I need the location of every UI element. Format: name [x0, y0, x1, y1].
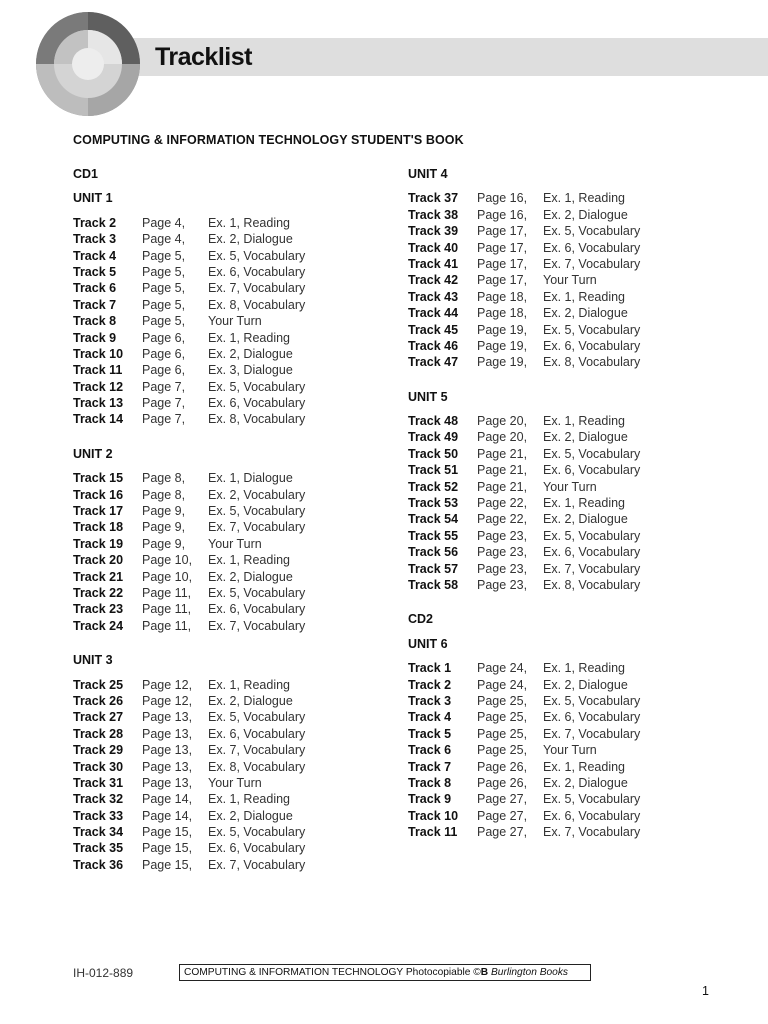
track-page: Page 5, [142, 297, 186, 312]
track-row [408, 693, 728, 709]
track-number: Track 4 [73, 248, 117, 263]
track-number: Track 13 [73, 396, 124, 411]
track-exercise: Ex. 5, Vocabulary [543, 446, 641, 461]
track-exercise: Ex. 6, Vocabulary [543, 808, 641, 823]
track-row [73, 709, 393, 725]
track-page: Page 14, [142, 792, 193, 807]
track-row [408, 207, 728, 223]
track-row [408, 544, 728, 560]
track-exercise: Ex. 2, Dialogue [208, 346, 293, 361]
track-number: Track 52 [408, 479, 459, 494]
track-page: Page 22, [477, 496, 528, 511]
track-exercise: Ex. 6, Vocabulary [208, 602, 306, 617]
track-exercise: Ex. 2, Dialogue [543, 512, 628, 527]
track-number: Track 14 [73, 412, 124, 427]
track-number: Track 44 [408, 306, 459, 321]
book-title: COMPUTING & INFORMATION TECHNOLOGY STUDENT'S BOOK [73, 133, 464, 147]
track-page: Page 5, [142, 264, 186, 279]
track-page: Page 23, [477, 528, 528, 543]
track-exercise: Your Turn [208, 536, 262, 551]
track-number: Track 19 [73, 536, 124, 551]
track-row [408, 759, 728, 775]
track-exercise: Your Turn [543, 479, 597, 494]
track-number: Track 40 [408, 240, 459, 255]
track-number: Track 46 [408, 338, 459, 353]
track-page: Page 19, [477, 338, 528, 353]
track-row [408, 511, 728, 527]
track-page: Page 17, [477, 273, 528, 288]
track-row [73, 330, 393, 346]
track-page: Page 9, [142, 536, 186, 551]
segmented-disc-logo-icon [36, 12, 140, 116]
track-row [73, 470, 393, 486]
track-page: Page 11, [142, 618, 192, 633]
track-number: Track 2 [73, 215, 117, 230]
unit-heading: UNIT 4 [408, 167, 448, 181]
track-number: Track 58 [408, 577, 459, 592]
track-exercise: Your Turn [208, 314, 262, 329]
track-row [408, 561, 728, 577]
track-page: Page 25, [477, 743, 528, 758]
track-exercise: Ex. 7, Vocabulary [543, 726, 641, 741]
track-number: Track 34 [73, 825, 124, 840]
track-number: Track 54 [408, 512, 459, 527]
track-exercise: Ex. 8, Vocabulary [208, 412, 306, 427]
track-page: Page 7, [142, 396, 186, 411]
track-page: Page 21, [477, 479, 528, 494]
track-number: Track 27 [73, 710, 124, 725]
unit-heading: UNIT 5 [408, 389, 448, 404]
track-page: Page 19, [477, 355, 528, 370]
track-row [73, 411, 393, 427]
track-number: Track 55 [408, 528, 459, 543]
track-page: Page 9, [142, 520, 186, 535]
track-number: Track 8 [408, 775, 452, 790]
track-number: Track 29 [73, 743, 124, 758]
track-row [73, 379, 393, 395]
track-page: Page 4, [142, 232, 186, 247]
track-number: Track 50 [408, 446, 459, 461]
track-exercise: Ex. 8, Vocabulary [208, 297, 306, 312]
footer-box-text: COMPUTING & INFORMATION TECHNOLOGY Photocopiable © [184, 967, 481, 978]
track-exercise: Ex. 5, Vocabulary [543, 528, 641, 543]
track-row [73, 569, 393, 585]
track-row [73, 248, 393, 264]
track-page: Page 23, [477, 577, 528, 592]
track-row [73, 808, 393, 824]
track-page: Page 9, [142, 504, 186, 519]
track-page: Page 15, [142, 825, 193, 840]
track-exercise: Ex. 5, Vocabulary [543, 792, 641, 807]
track-number: Track 22 [73, 585, 124, 600]
track-row [73, 264, 393, 280]
track-row [73, 742, 393, 758]
track-page: Page 15, [142, 841, 193, 856]
track-exercise: Ex. 7, Vocabulary [543, 256, 641, 271]
track-row [408, 305, 728, 321]
track-exercise: Ex. 1, Reading [208, 215, 290, 230]
track-page: Page 15, [142, 857, 193, 872]
track-number: Track 17 [73, 504, 124, 519]
track-exercise: Ex. 2, Dialogue [543, 430, 628, 445]
track-number: Track 5 [73, 264, 117, 279]
track-exercise: Ex. 7, Vocabulary [543, 825, 641, 840]
track-exercise: Ex. 1, Dialogue [208, 471, 293, 486]
track-page: Page 4, [142, 215, 186, 230]
track-number: Track 36 [73, 857, 124, 872]
track-number: Track 7 [408, 759, 452, 774]
track-row [73, 231, 393, 247]
track-number: Track 11 [408, 825, 458, 840]
track-exercise: Ex. 3, Dialogue [208, 363, 293, 378]
track-page: Page 27, [477, 808, 528, 823]
track-row [408, 479, 728, 495]
track-row [408, 726, 728, 742]
track-number: Track 9 [73, 330, 117, 345]
track-exercise: Your Turn [543, 743, 597, 758]
track-row [73, 395, 393, 411]
track-page: Page 20, [477, 430, 528, 445]
track-number: Track 41 [408, 256, 459, 271]
track-number: Track 21 [73, 569, 124, 584]
footer-code: IH-012-889 [73, 966, 134, 980]
track-row [73, 857, 393, 873]
track-row [408, 495, 728, 511]
track-number: Track 26 [73, 693, 124, 708]
track-number: Track 45 [408, 322, 459, 337]
cd-heading: CD2 [408, 612, 434, 627]
track-exercise: Ex. 5, Vocabulary [208, 504, 306, 519]
track-page: Page 16, [477, 207, 528, 222]
track-page: Page 25, [477, 693, 528, 708]
track-exercise: Ex. 5, Vocabulary [208, 825, 306, 840]
track-exercise: Ex. 6, Vocabulary [543, 710, 641, 725]
track-row [73, 280, 393, 296]
track-number: Track 6 [408, 743, 452, 758]
track-row [73, 677, 393, 693]
track-number: Track 7 [73, 297, 117, 312]
tracklist-left-column [73, 166, 393, 873]
track-row [408, 824, 728, 840]
track-row [408, 429, 728, 445]
track-exercise: Ex. 2, Vocabulary [208, 487, 306, 502]
track-number: Track 20 [73, 553, 124, 568]
track-row [73, 840, 393, 856]
footer-publisher: Burlington Books [491, 967, 569, 978]
track-row [73, 775, 393, 791]
track-exercise: Ex. 6, Vocabulary [208, 726, 306, 741]
tracklist-right-column [408, 166, 728, 840]
track-exercise: Ex. 2, Dialogue [543, 775, 628, 790]
track-row [408, 322, 728, 338]
unit-heading: UNIT 6 [408, 636, 448, 651]
track-row [73, 362, 393, 378]
track-page: Page 14, [142, 808, 193, 823]
track-exercise: Ex. 1, Reading [543, 191, 625, 206]
track-page: Page 8, [142, 471, 186, 486]
track-exercise: Ex. 8, Vocabulary [208, 759, 306, 774]
track-exercise: Ex. 2, Dialogue [208, 693, 293, 708]
track-row [408, 660, 728, 676]
track-number: Track 38 [408, 207, 459, 222]
track-row [408, 808, 728, 824]
track-page: Page 11, [142, 602, 192, 617]
track-exercise: Ex. 6, Vocabulary [208, 396, 306, 411]
unit-heading: UNIT 3 [73, 653, 113, 668]
track-number: Track 57 [408, 561, 459, 576]
track-exercise: Ex. 1, Reading [543, 759, 625, 774]
track-page: Page 22, [477, 512, 528, 527]
track-row [408, 256, 728, 272]
track-exercise: Ex. 5, Vocabulary [208, 379, 306, 394]
track-page: Page 6, [142, 346, 186, 361]
track-number: Track 18 [73, 520, 124, 535]
track-row [73, 693, 393, 709]
track-number: Track 39 [408, 224, 459, 239]
track-exercise: Ex. 5, Vocabulary [208, 248, 306, 263]
track-number: Track 51 [408, 463, 459, 478]
track-number: Track 8 [73, 314, 117, 329]
track-exercise: Ex. 5, Vocabulary [543, 322, 641, 337]
track-row [73, 824, 393, 840]
track-exercise: Ex. 1, Reading [208, 330, 290, 345]
track-exercise: Ex. 1, Reading [543, 414, 625, 429]
track-row [73, 346, 393, 362]
track-row [408, 223, 728, 239]
track-page: Page 7, [142, 412, 186, 427]
track-exercise: Ex. 7, Vocabulary [208, 857, 306, 872]
track-page: Page 8, [142, 487, 186, 502]
track-number: Track 16 [73, 487, 124, 502]
track-page: Page 13, [142, 710, 193, 725]
track-page: Page 12, [142, 677, 193, 692]
track-row [408, 677, 728, 693]
track-exercise: Ex. 2, Dialogue [208, 569, 293, 584]
track-page: Page 23, [477, 545, 528, 560]
track-row [73, 726, 393, 742]
track-page: Page 13, [142, 743, 193, 758]
track-row [408, 240, 728, 256]
track-page: Page 21, [477, 446, 528, 461]
track-page: Page 11, [142, 585, 192, 600]
track-exercise: Ex. 5, Vocabulary [543, 224, 641, 239]
track-exercise: Ex. 1, Reading [543, 496, 625, 511]
track-page: Page 19, [477, 322, 528, 337]
footer-copyright-box [179, 964, 591, 981]
track-number: Track 48 [408, 414, 459, 429]
track-exercise: Ex. 1, Reading [543, 289, 625, 304]
track-number: Track 5 [408, 726, 452, 741]
track-page: Page 17, [477, 240, 528, 255]
track-page: Page 10, [142, 553, 193, 568]
cd-heading: CD1 [73, 167, 99, 181]
track-number: Track 32 [73, 792, 124, 807]
track-number: Track 10 [408, 808, 459, 823]
track-number: Track 49 [408, 430, 459, 445]
track-exercise: Ex. 5, Vocabulary [208, 585, 306, 600]
track-number: Track 31 [73, 775, 124, 790]
track-exercise: Ex. 6, Vocabulary [543, 338, 641, 353]
track-row [73, 759, 393, 775]
track-page: Page 21, [477, 463, 528, 478]
track-page: Page 24, [477, 677, 528, 692]
track-page: Page 12, [142, 693, 193, 708]
track-number: Track 33 [73, 808, 124, 823]
track-page: Page 17, [477, 224, 528, 239]
track-number: Track 3 [73, 232, 117, 247]
track-row [73, 791, 393, 807]
track-page: Page 5, [142, 314, 186, 329]
track-page: Page 24, [477, 661, 528, 676]
track-row [73, 552, 393, 568]
track-row [408, 775, 728, 791]
track-number: Track 56 [408, 545, 459, 560]
track-row [73, 487, 393, 503]
track-row [73, 585, 393, 601]
track-exercise: Ex. 2, Dialogue [208, 232, 293, 247]
track-page: Page 18, [477, 306, 528, 321]
track-number: Track 43 [408, 289, 459, 304]
track-exercise: Ex. 1, Reading [208, 792, 290, 807]
track-exercise: Ex. 6, Vocabulary [543, 240, 641, 255]
track-row [408, 528, 728, 544]
track-number: Track 3 [408, 693, 452, 708]
track-exercise: Ex. 7, Vocabulary [543, 561, 641, 576]
track-row [73, 519, 393, 535]
track-exercise: Ex. 5, Vocabulary [543, 693, 641, 708]
track-row [73, 313, 393, 329]
track-row [408, 446, 728, 462]
track-exercise: Ex. 2, Dialogue [208, 808, 293, 823]
track-row [73, 618, 393, 634]
track-row [408, 791, 728, 807]
track-exercise: Ex. 7, Vocabulary [208, 520, 306, 535]
track-row [73, 215, 393, 231]
page-number: 1 [702, 984, 709, 998]
publisher-logo-icon: B [480, 967, 489, 978]
track-row [73, 536, 393, 552]
track-page: Page 5, [142, 248, 186, 263]
track-row [73, 601, 393, 617]
track-page: Page 6, [142, 330, 186, 345]
track-number: Track 25 [73, 677, 124, 692]
track-page: Page 25, [477, 710, 528, 725]
track-number: Track 47 [408, 355, 459, 370]
track-number: Track 28 [73, 726, 124, 741]
track-page: Page 20, [477, 414, 528, 429]
track-exercise: Your Turn [208, 775, 262, 790]
track-row [73, 503, 393, 519]
track-exercise: Your Turn [543, 273, 597, 288]
track-row [408, 190, 728, 206]
unit-heading: UNIT 1 [73, 191, 113, 206]
track-page: Page 7, [142, 379, 186, 394]
track-number: Track 30 [73, 759, 124, 774]
track-exercise: Ex. 7, Vocabulary [208, 281, 306, 296]
track-exercise: Ex. 7, Vocabulary [208, 618, 306, 633]
track-row [408, 338, 728, 354]
track-number: Track 15 [73, 471, 124, 486]
page-title: Tracklist [155, 43, 252, 71]
track-page: Page 13, [142, 775, 193, 790]
track-row [408, 272, 728, 288]
track-row [73, 297, 393, 313]
track-exercise: Ex. 6, Vocabulary [543, 545, 641, 560]
track-exercise: Ex. 5, Vocabulary [208, 710, 306, 725]
track-exercise: Ex. 8, Vocabulary [543, 577, 641, 592]
track-page: Page 26, [477, 775, 528, 790]
track-exercise: Ex. 2, Dialogue [543, 207, 628, 222]
track-exercise: Ex. 2, Dialogue [543, 677, 628, 692]
track-number: Track 4 [408, 710, 452, 725]
track-page: Page 26, [477, 759, 528, 774]
track-row [408, 462, 728, 478]
track-exercise: Ex. 8, Vocabulary [543, 355, 641, 370]
track-page: Page 18, [477, 289, 528, 304]
track-page: Page 5, [142, 281, 186, 296]
track-number: Track 12 [73, 379, 124, 394]
track-page: Page 27, [477, 825, 528, 840]
track-number: Track 42 [408, 273, 459, 288]
track-number: Track 37 [408, 191, 459, 206]
track-page: Page 17, [477, 256, 528, 271]
track-row [408, 577, 728, 593]
track-page: Page 27, [477, 792, 528, 807]
track-number: Track 6 [73, 281, 117, 296]
track-page: Page 25, [477, 726, 528, 741]
track-number: Track 23 [73, 602, 124, 617]
track-page: Page 13, [142, 759, 193, 774]
track-number: Track 11 [73, 363, 123, 378]
track-row [408, 413, 728, 429]
track-row [408, 742, 728, 758]
track-row [408, 709, 728, 725]
track-exercise: Ex. 7, Vocabulary [208, 743, 306, 758]
track-page: Page 13, [142, 726, 193, 741]
track-exercise: Ex. 1, Reading [543, 661, 625, 676]
track-page: Page 23, [477, 561, 528, 576]
track-row [408, 354, 728, 370]
track-number: Track 1 [408, 661, 452, 676]
track-page: Page 16, [477, 191, 528, 206]
track-exercise: Ex. 6, Vocabulary [543, 463, 641, 478]
track-number: Track 2 [408, 677, 452, 692]
track-exercise: Ex. 6, Vocabulary [208, 264, 306, 279]
track-exercise: Ex. 1, Reading [208, 553, 290, 568]
track-number: Track 53 [408, 496, 459, 511]
track-page: Page 6, [142, 363, 186, 378]
track-page: Page 10, [142, 569, 193, 584]
track-row [408, 289, 728, 305]
unit-heading: UNIT 2 [73, 446, 113, 461]
track-exercise: Ex. 2, Dialogue [543, 306, 628, 321]
track-number: Track 24 [73, 618, 124, 633]
track-exercise: Ex. 1, Reading [208, 677, 290, 692]
track-exercise: Ex. 6, Vocabulary [208, 841, 306, 856]
track-number: Track 9 [408, 792, 452, 807]
track-number: Track 35 [73, 841, 124, 856]
track-number: Track 10 [73, 346, 124, 361]
